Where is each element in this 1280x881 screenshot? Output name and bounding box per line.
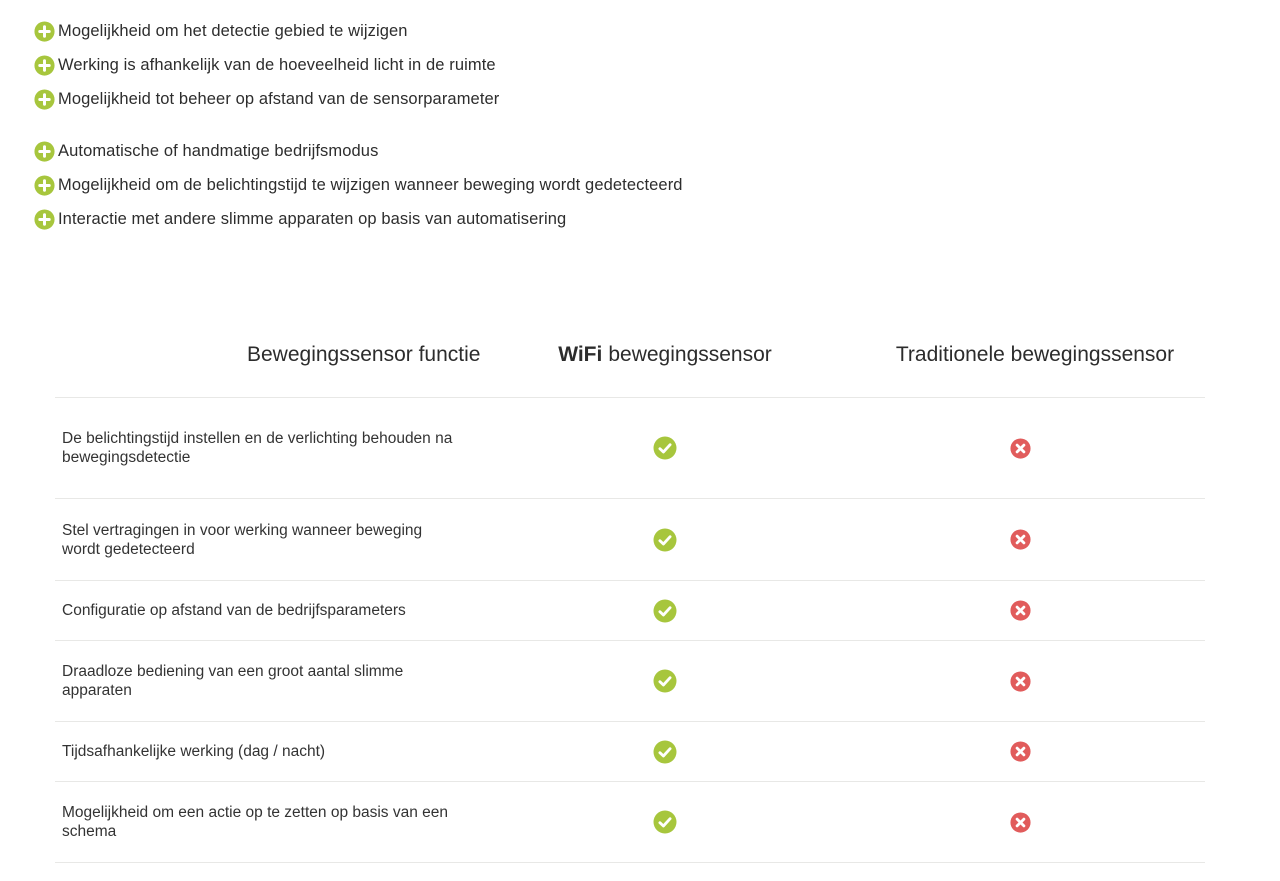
traditional-value-cell bbox=[835, 529, 1205, 550]
benefits-section bbox=[0, 0, 1280, 236]
wifi-rest-text: bewegingssensor bbox=[608, 343, 772, 366]
feature-label bbox=[55, 803, 495, 841]
column-header-feature: Bewegingssensor functie bbox=[247, 343, 481, 366]
cross-icon bbox=[1010, 600, 1031, 621]
feature-text: De belichtingstijd instellen en de verlichting behouden na bewegingsdetectie bbox=[62, 430, 453, 466]
plus-icon bbox=[34, 175, 55, 196]
benefit-text: Mogelijkheid tot beheer op afstand van de sensorparameter bbox=[58, 89, 500, 108]
check-icon bbox=[653, 528, 677, 552]
feature-label bbox=[55, 429, 495, 467]
benefit-text: Mogelijkheid om de belichtingstijd te wijzigen wanneer beweging wordt gedetecteerd bbox=[58, 175, 683, 194]
wifi-value-cell bbox=[495, 436, 835, 460]
table-row bbox=[55, 398, 1205, 499]
table-row bbox=[55, 499, 1205, 581]
check-icon bbox=[653, 669, 677, 693]
benefit-text: Werking is afhankelijk van de hoeveelheid licht in de ruimte bbox=[58, 55, 496, 74]
benefit-text: Interactie met andere slimme apparaten op basis van automatisering bbox=[58, 209, 567, 228]
table-header bbox=[55, 340, 1205, 398]
cross-icon bbox=[1010, 529, 1031, 550]
plus-icon bbox=[34, 21, 55, 42]
plus-icon bbox=[34, 141, 55, 162]
benefit-item bbox=[34, 82, 1280, 116]
feature-label bbox=[55, 521, 495, 559]
comparison-table bbox=[55, 340, 1205, 863]
check-icon bbox=[653, 810, 677, 834]
wifi-value-cell bbox=[495, 810, 835, 834]
table-row bbox=[55, 581, 1205, 641]
wifi-value-cell bbox=[495, 528, 835, 552]
feature-label bbox=[55, 742, 495, 761]
column-header-traditional: Traditionele bewegingssensor bbox=[895, 343, 1175, 366]
benefit-item bbox=[34, 202, 1280, 236]
column-header-wifi bbox=[495, 340, 835, 367]
benefit-item bbox=[34, 168, 1280, 202]
feature-text: Draadloze bediening van een groot aantal slimme apparaten bbox=[62, 663, 404, 699]
wifi-value-cell bbox=[495, 599, 835, 623]
check-icon bbox=[653, 436, 677, 460]
feature-label bbox=[55, 601, 495, 620]
table-row bbox=[55, 722, 1205, 782]
wifi-value-cell bbox=[495, 740, 835, 764]
table-row bbox=[55, 782, 1205, 863]
wifi-value-cell bbox=[495, 669, 835, 693]
benefit-text: Automatische of handmatige bedrijfsmodus bbox=[58, 141, 379, 160]
traditional-value-cell bbox=[835, 741, 1205, 762]
cross-icon bbox=[1010, 741, 1031, 762]
cross-icon bbox=[1010, 812, 1031, 833]
benefit-group-2 bbox=[34, 134, 1280, 236]
plus-icon bbox=[34, 55, 55, 76]
feature-text: Mogelijkheid om een actie op te zetten op basis van een schema bbox=[62, 804, 449, 840]
wifi-brand-text: WiFi bbox=[558, 343, 603, 366]
traditional-value-cell bbox=[835, 600, 1205, 621]
plus-icon bbox=[34, 209, 55, 230]
benefit-group-1 bbox=[34, 14, 1280, 116]
plus-icon bbox=[34, 89, 55, 110]
check-icon bbox=[653, 740, 677, 764]
traditional-value-cell bbox=[835, 812, 1205, 833]
feature-text: Tijdsafhankelijke werking (dag / nacht) bbox=[62, 743, 326, 760]
table-row bbox=[55, 641, 1205, 722]
traditional-value-cell bbox=[835, 671, 1205, 692]
feature-text: Configuratie op afstand van de bedrijfsparameters bbox=[62, 602, 406, 619]
cross-icon bbox=[1010, 438, 1031, 459]
feature-text: Stel vertragingen in voor werking wanneer beweging wordt gedetecteerd bbox=[62, 521, 423, 558]
feature-label bbox=[55, 662, 495, 700]
benefit-item bbox=[34, 134, 1280, 168]
benefit-item bbox=[34, 48, 1280, 82]
traditional-value-cell bbox=[835, 438, 1205, 459]
check-icon bbox=[653, 599, 677, 623]
benefit-text: Mogelijkheid om het detectie gebied te wijzigen bbox=[58, 21, 408, 40]
cross-icon bbox=[1010, 671, 1031, 692]
benefit-item bbox=[34, 14, 1280, 48]
